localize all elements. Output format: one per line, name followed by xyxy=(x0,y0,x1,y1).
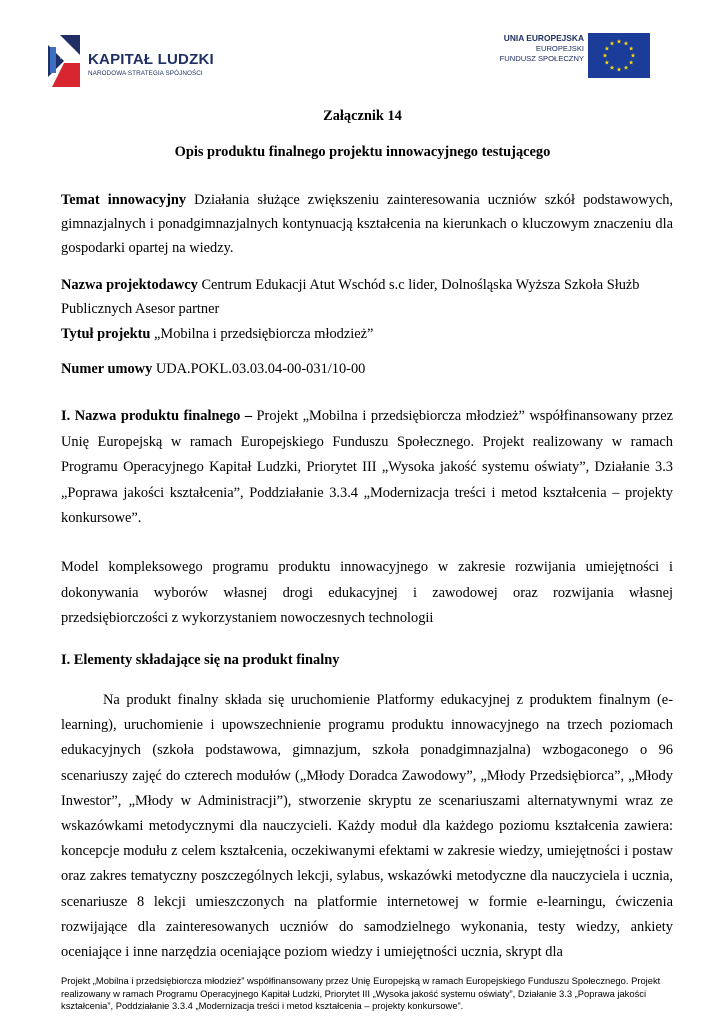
applicant-label: Nazwa projektodawcy xyxy=(61,277,198,293)
kapital-ludzki-emblem-icon xyxy=(46,33,82,89)
project-title-paragraph xyxy=(61,322,673,346)
eu-logo-line3: FUNDUSZ SPOŁECZNY xyxy=(499,54,584,63)
project-title-label: Tytuł projektu xyxy=(61,326,151,342)
document-title: Opis produktu finalnego projektu innowacyjnego testującego xyxy=(174,144,551,160)
section1-paragraph xyxy=(61,404,673,532)
section2-heading xyxy=(61,652,673,669)
page-footer: Projekt „Mobilna i przedsiębiorcza młodzież” współfinansowany przez Unię Europejską w ramach Europejskiego Funduszu Społecznego. Projekt realizowany w ramach Programu Operacyjnego Kapitał Ludzki, Priorytet III „Wysoka jakość systemu oświaty”, Działanie 3.3 „Poprawa jakości kształcenia”, Poddziałanie 3.3.4 „Modernizacja treści i metod kształcenia – projekty konkursowe”. xyxy=(61,975,661,1011)
annex-number: Załącznik 14 xyxy=(323,108,402,124)
section2-paragraph: Na produkt finalny składa się uruchomienie Platformy edukacyjnej z produktem finalnym (e-learning), uruchomienie i upowszechnienie programu produktu innowacyjnego na trzech poziomach edukacyjnych (szkoła podstawowa, gimnazjum, szkoła ponadgimnazjalna) wzbogaconego o 96 scenariuszy zajęć do czterech modułów („Młody Doradca Zawodowy”, „Młody Przedsiębiorca”, „Młody Inwestor”, „Młody w Administracji”), stworzenie skryptu ze scenariuszami alternatywnymi wraz ze wskazówkami metodycznymi dla nauczycieli. Każdy moduł dla każdego poziomu kształcenia zawiera: koncepcje modułu z celem kształcenia, oczekiwanymi efektami w zakresie wiedzy, umiejętności i postaw oraz zakres tematyczny poszczególnych lekcji, sylabus, wskazówki metodyczne dla nauczyciela i ucznia, scenariusze 8 lekcji umieszczonych na platformie internetowej w formie e-learningu, ćwiczenia rozwijające dla zainteresowanych uczniów do samodzielnego wykonania, testy wiedzy, ankiety oceniające i inne narzędzia oceniające poziom wiedzy i umiejętności ucznia, skrypt dla xyxy=(61,692,673,961)
project-title-text: „Mobilna i przedsiębiorcza młodzież” xyxy=(150,326,374,342)
section1-label: I. Nazwa produktu finalnego – xyxy=(61,408,253,424)
section1-text: Projekt „Mobilna i przedsiębiorcza młodzież” współfinansowany przez Unię Europejską w ramach Europejskiego Funduszu Społecznego. Projekt realizowany w ramach Programu Operacyjnego Kapitał Ludzki, Priorytet III „Wysoka jakość systemu oświaty”, Działanie 3.3 „Poprawa jakości kształcenia”, Poddziałanie 3.3.4 „Modernizacja treści i metod kształcenia – projekty konkursowe”. xyxy=(61,408,673,526)
kapital-ludzki-logo xyxy=(46,33,216,91)
topic-text: Działania służące zwiększeniu zainteresowania uczniów szkół podstawowych, gimnazjalnych i ponadgimnazjalnych kontynuacją kształcenia na kierunkach o kluczowym znaczeniu dla gospodarki opartej na wiedzy. xyxy=(61,192,673,256)
contract-paragraph xyxy=(61,357,673,381)
kapital-ludzki-subtitle: NARODOWA STRATEGIA SPÓJNOŚCI xyxy=(88,70,203,77)
kapital-ludzki-title: KAPITAŁ LUDZKI xyxy=(88,51,214,68)
contract-text: UDA.POKL.03.03.04-00-031/10-00 xyxy=(152,361,366,377)
applicant-paragraph xyxy=(61,273,673,321)
contract-label: Numer umowy xyxy=(61,361,153,377)
eu-logo xyxy=(478,33,650,79)
topic-paragraph xyxy=(61,188,673,260)
model-paragraph: Model kompleksowego programu produktu innowacyjnego w zakresie rozwijania umiejętności i dokonywania wyborów własnej drogi edukacyjnej i zawodowej oraz rozwijania własnej przedsiębiorczości z wykorzystaniem nowoczesnych technologii xyxy=(61,559,673,626)
eu-logo-line1: UNIA EUROPEJSKA xyxy=(503,33,584,43)
eu-flag-icon xyxy=(588,33,650,78)
section2-heading-text: I. Elementy składające się na produkt finalny xyxy=(61,652,340,668)
eu-logo-line2: EUROPEJSKI xyxy=(535,44,584,53)
topic-label: Temat innowacyjny xyxy=(61,192,187,208)
eu-logo-text xyxy=(500,33,584,64)
applicant-text: Centrum Edukacji Atut Wschód s.c lider, Dolnośląska Wyższa Szkoła Służb Publicznych Asesor partner xyxy=(61,277,640,317)
